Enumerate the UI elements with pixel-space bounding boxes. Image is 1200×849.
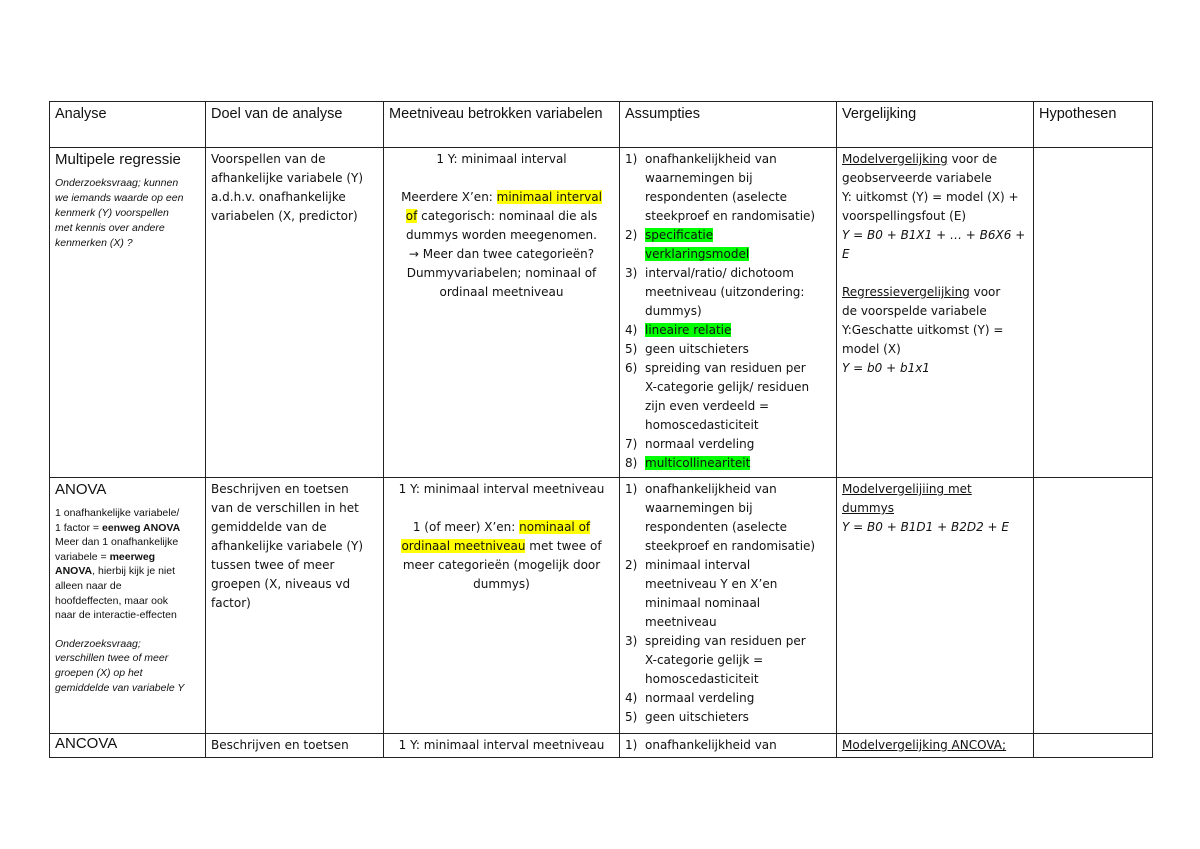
meet-line: → Meer dan twee categorieën? bbox=[408, 247, 595, 261]
doel-line: variabelen (X, predictor) bbox=[211, 209, 358, 223]
note-line: we iemands waarde op een bbox=[55, 192, 184, 204]
meet-line: 1 Y: minimaal interval bbox=[436, 152, 567, 166]
analysis-title: ANCOVA bbox=[55, 735, 118, 752]
doel-cell bbox=[206, 148, 384, 478]
hypothesen-cell bbox=[1034, 148, 1153, 478]
analyse-cell bbox=[50, 478, 206, 734]
meet-line: 1 (of meer) X’en: nominaal of bbox=[412, 520, 591, 534]
verg-line: geobserveerde variabele bbox=[842, 171, 992, 185]
doel-line: Voorspellen van de bbox=[211, 152, 326, 166]
assumpties-cell bbox=[620, 478, 837, 734]
doel-line: a.d.h.v. onafhankelijke bbox=[211, 190, 346, 204]
table-row bbox=[50, 734, 1153, 758]
analysis-table bbox=[49, 101, 1153, 758]
verg-line: Y:Geschatte uitkomst (Y) = bbox=[842, 323, 1004, 337]
doel-cell: Beschrijven en toetsen van de verschillen in het gemiddelde van de afhankelijke variabele (Y) tussen twee of meer groepen (X, niveaus vd factor) bbox=[206, 478, 384, 734]
research-question: Onderzoeksvraag; verschillen twee of meer groepen (X) op het gemiddelde van variabele Y bbox=[55, 637, 185, 694]
verg-line: Regressievergelijking voor bbox=[842, 285, 1001, 299]
meetniveau-cell bbox=[384, 148, 620, 478]
anova-note: 1 onafhankelijke variabele/ 1 factor = eenweg ANOVA Meer dan 1 onafhankelijke variabele = meerweg ANOVA, hierbij kijk je niet alleen naar de hoofdeffecten, maar ook naar de interactie-effecten Onderzoeksvraag; verschillen twee of meer groepen (X) op het gemiddelde van variabele Y bbox=[55, 506, 200, 695]
verg-line: voorspellingsfout (E) bbox=[842, 209, 967, 223]
highlight-yellow: minimaal interval bbox=[496, 190, 602, 204]
research-question bbox=[55, 176, 200, 251]
assumpties-cell bbox=[620, 734, 837, 758]
assumption-item: 1) onafhankelijkheid van waarnemingen bij respondenten (aselecte steekproef en randomisatie) bbox=[625, 152, 816, 223]
verg-line: dummys bbox=[842, 501, 894, 515]
meet-line: dummys) bbox=[473, 577, 530, 591]
header-assumpties: Assumpties bbox=[620, 102, 837, 148]
assumption-item: 7) normaal verdeling bbox=[625, 437, 755, 451]
meet-line: Meerdere X’en: minimaal interval bbox=[401, 190, 602, 204]
highlight-yellow: nominaal of bbox=[519, 520, 591, 534]
meet-line: 1 Y: minimaal interval meetniveau bbox=[398, 482, 605, 496]
assumption-item: 6) spreiding van residuen per X-categorie gelijk/ residuen zijn even verdeeld = homoscedasticiteit bbox=[625, 361, 810, 432]
formula: Y = B0 + B1D1 + B2D2 + E bbox=[842, 520, 1009, 534]
meet-line: meer categorieën (mogelijk door bbox=[402, 558, 601, 572]
analysis-title: ANOVA bbox=[55, 481, 107, 498]
header-meetniveau: Meetniveau betrokken variabelen bbox=[384, 102, 620, 148]
verg-line: Modelvergelijiing met bbox=[842, 482, 972, 496]
meet-line: ordinaal meetniveau bbox=[439, 285, 564, 299]
highlight-green: specificatie bbox=[645, 228, 714, 242]
doel-line: afhankelijke variabele (Y) bbox=[211, 171, 364, 185]
assumption-item: 5) geen uitschieters bbox=[625, 342, 749, 356]
assumption-item: 1) onafhankelijkheid van waarnemingen bij respondenten (aselecte steekproef en randomisatie) bbox=[625, 482, 816, 553]
header-analyse: Analyse bbox=[50, 102, 206, 148]
meetniveau-cell bbox=[384, 478, 620, 734]
highlight-yellow: ordinaal meetniveau bbox=[401, 539, 526, 553]
highlight-green: lineaire relatie bbox=[645, 323, 732, 337]
hypothesen-cell bbox=[1034, 478, 1153, 734]
vergelijking-cell bbox=[837, 478, 1034, 734]
assumpties-cell bbox=[620, 148, 837, 478]
formula: E bbox=[842, 247, 850, 261]
assumption-item: 3) spreiding van residuen per X-categorie gelijk = homoscedasticiteit bbox=[625, 634, 806, 686]
highlight-green: multicollineariteit bbox=[645, 456, 751, 470]
meet-line: Dummyvariabelen; nominaal of bbox=[406, 266, 597, 280]
hypothesen-cell bbox=[1034, 734, 1153, 758]
verg-line: de voorspelde variabele bbox=[842, 304, 987, 318]
assumption-item: 2) minimaal interval meetniveau Y en X’en minimaal nominaal meetniveau bbox=[625, 558, 778, 629]
verg-line: model (X) bbox=[842, 342, 901, 356]
arrow-right-icon: → bbox=[408, 247, 419, 261]
note-line: met kennis over andere bbox=[55, 222, 165, 234]
assumption-item: 2) specificatie verklaringsmodel bbox=[625, 228, 750, 261]
header-vergelijking: Vergelijking bbox=[837, 102, 1034, 148]
table-row bbox=[50, 148, 1153, 478]
doel-cell: Beschrijven en toetsen bbox=[206, 734, 384, 758]
meetniveau-cell: 1 Y: minimaal interval meetniveau bbox=[384, 734, 620, 758]
vergelijking-cell: Modelvergelijking ANCOVA; bbox=[837, 734, 1034, 758]
note-line: kenmerken (X) ? bbox=[55, 237, 133, 249]
assumption-item: 1) onafhankelijkheid van bbox=[625, 738, 777, 752]
assumption-item: 4) normaal verdeling bbox=[625, 691, 755, 705]
formula: Y = B0 + B1X1 + … + B6X6 + bbox=[842, 228, 1026, 242]
assumption-item: 8) multicollineariteit bbox=[625, 456, 751, 470]
meet-line: ordinaal meetniveau met twee of bbox=[401, 539, 602, 553]
analysis-title: Multipele regressie bbox=[55, 151, 181, 168]
note-line: Onderzoeksvraag; kunnen bbox=[55, 177, 179, 189]
vergelijking-cell bbox=[837, 148, 1034, 478]
analyse-cell bbox=[50, 734, 206, 758]
header-row bbox=[50, 102, 1153, 148]
assumption-item: 5) geen uitschieters bbox=[625, 710, 749, 724]
assumption-item: 4) lineaire relatie bbox=[625, 323, 732, 337]
verg-line: Modelvergelijking voor de bbox=[842, 152, 998, 166]
header-doel: Doel van de analyse bbox=[206, 102, 384, 148]
meet-line: dummys worden meegenomen. bbox=[406, 228, 597, 242]
analyse-cell bbox=[50, 148, 206, 478]
highlight-yellow: of bbox=[405, 209, 418, 223]
table-row bbox=[50, 478, 1153, 734]
highlight-green: verklaringsmodel bbox=[645, 247, 750, 261]
assumption-item: 3) interval/ratio/ dichotoom meetniveau (uitzondering: dummys) bbox=[625, 266, 805, 318]
header-hypothesen: Hypothesen bbox=[1034, 102, 1153, 148]
note-line: kenmerk (Y) voorspellen bbox=[55, 207, 169, 219]
verg-line: Y: uitkomst (Y) = model (X) + bbox=[842, 190, 1019, 204]
meet-line: of categorisch: nominaal die als bbox=[405, 209, 598, 223]
formula: Y = b0 + b1x1 bbox=[842, 361, 930, 375]
